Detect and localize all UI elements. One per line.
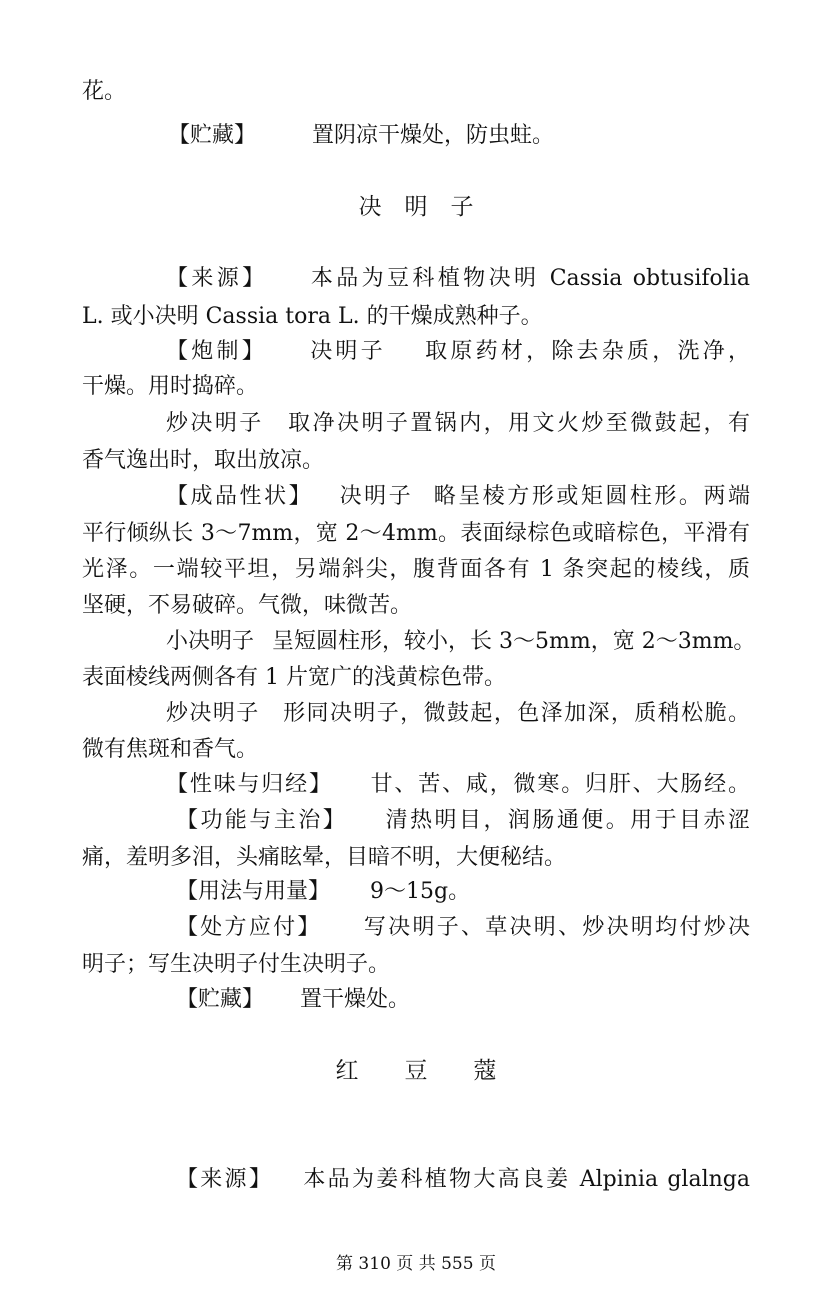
section-function-line: 【功能与主治】 清热明目，润肠通便。用于目赤涩: [176, 808, 750, 833]
text-line: 光泽。一端较平坦，另端斜尖，腹背面各有 1 条突起的棱线，质: [82, 557, 750, 582]
section-characteristics-line: 【成品性状】 决明子 略呈棱方形或矩圆柱形。两端: [166, 484, 750, 509]
text-line: 小决明子 呈短圆柱形，较小，长 3～5mm，宽 2～3mm。: [166, 629, 756, 654]
text-line: 明子；写生决明子付生决明子。: [82, 952, 391, 977]
section-storage-line: 【贮藏】 置阴凉干燥处，防虫蛀。: [168, 123, 555, 148]
section-nature-line: 【性味与归经】 甘、苦、咸，微寒。归肝、大肠经。: [166, 772, 750, 797]
section-tag: 【成品性状】: [166, 484, 314, 509]
section-tag: 【贮藏】: [168, 123, 257, 148]
text-line: 炒决明子 形同决明子，微鼓起，色泽加深，质稍松脆。: [166, 701, 750, 726]
text-line: 表面棱线两侧各有 1 片宽广的浅黄棕色带。: [82, 665, 506, 690]
section-tag: 【贮藏】: [176, 987, 265, 1012]
section-tag: 【来源】: [166, 266, 268, 291]
section-prescription-line: 【处方应付】 写决明子、草决明、炒决明均付炒决: [176, 915, 750, 940]
text-line: 炒决明子 取净决明子置锅内，用文火炒至微鼓起，有: [166, 411, 750, 436]
text-line: 花。: [82, 79, 127, 104]
section-tag: 【来源】: [176, 1167, 274, 1192]
page-number-footer: 第 310 页 共 555 页: [336, 1254, 496, 1274]
text-line: 平行倾纵长 3～7mm，宽 2～4mm。表面绿棕色或暗棕色，平滑有: [82, 521, 750, 546]
entry-title-jueminzi: 决 明 子: [358, 194, 474, 220]
section-tag: 【性味与归经】: [166, 772, 333, 797]
section-tag: 【功能与主治】: [176, 808, 348, 833]
text-line: 微有焦斑和香气。: [82, 737, 259, 762]
term: 炒决明子: [166, 411, 264, 436]
section-tag: 【炮制】: [166, 339, 267, 364]
text-line: 干燥。用时捣碎。: [82, 374, 259, 399]
section-tag: 【用法与用量】: [176, 879, 331, 904]
section-dosage-line: 【用法与用量】 9～15g。: [176, 879, 471, 904]
section-source-line: 【来源】 本品为豆科植物决明 Cassia obtusifolia: [166, 266, 750, 291]
term: 小决明子: [166, 629, 255, 654]
text-line: 香气逸出时，取出放凉。: [82, 448, 325, 473]
term: 决明子: [337, 484, 414, 509]
section-source-line: 【来源】 本品为姜科植物大高良姜 Alpinia glalnga: [176, 1167, 750, 1192]
entry-title-hongdoukou: 红 豆 蔻: [335, 1058, 497, 1084]
section-tag: 【处方应付】: [176, 915, 322, 940]
text-line: L. 或小决明 Cassia tora L. 的干燥成熟种子。: [82, 304, 543, 329]
term: 炒决明子: [166, 701, 260, 726]
text-line: 痛，羞明多泪，头痛眩晕，目暗不明，大便秘结。: [82, 845, 567, 870]
term: 决明子: [306, 339, 386, 364]
text-line: 坚硬，不易破碎。气微，味微苦。: [82, 593, 413, 618]
section-storage-line: 【贮藏】 置干燥处。: [176, 987, 411, 1012]
section-processing-line: 【炮制】 决明子 取原药材，除去杂质，洗净，: [166, 339, 750, 364]
